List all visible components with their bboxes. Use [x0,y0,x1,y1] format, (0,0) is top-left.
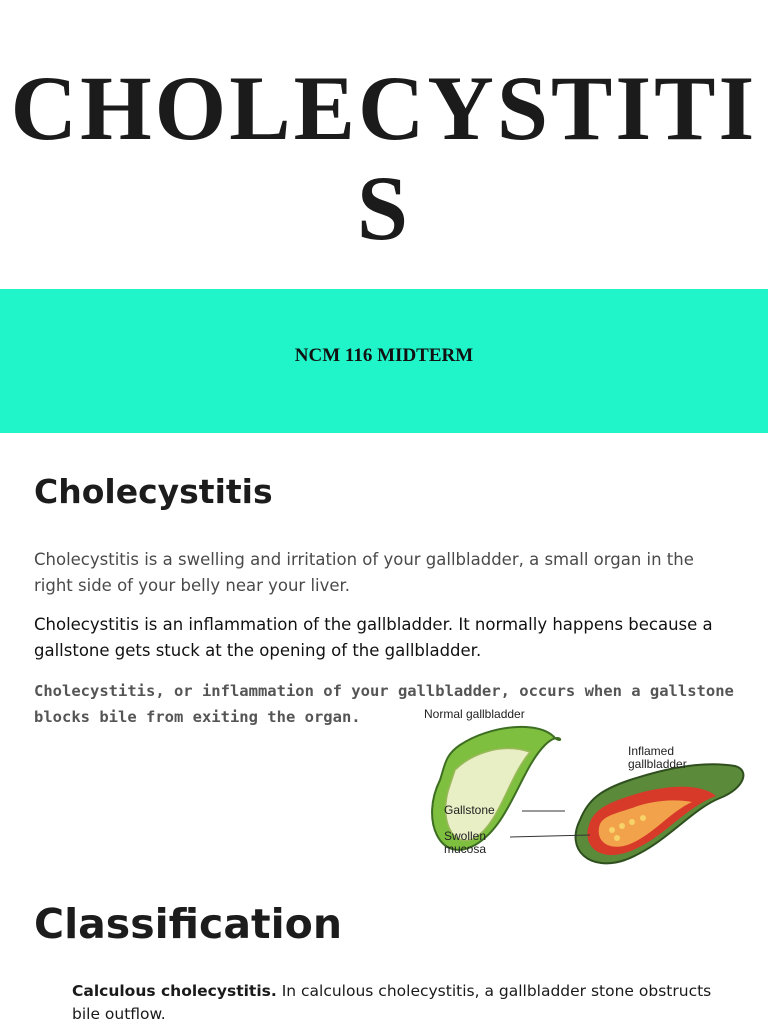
title-line-2: S [356,157,412,259]
section-heading-classification: Classification [34,900,343,948]
label-swollen: Swollen [444,829,487,843]
label-inflamed-1: Inflamed [628,744,675,758]
paragraph-definition-2: Cholecystitis is an inflammation of the gallbladder. It normally happens because a gallstone gets stuck at the opening of the gallbladder. [34,615,713,660]
gallbladder-diagram [400,700,768,870]
classification-calculous [72,980,732,1026]
gallstone-1 [609,827,615,833]
label-gallstone: Gallstone [444,803,495,817]
paragraph-definition-1: Cholecystitis is a swelling and irritation of your gallbladder, a small organ in the right side of your belly near your liver. [34,550,694,595]
gallstone-4 [614,835,620,841]
gallbladder-illustration [400,700,768,870]
label-inflamed-2: gallbladder [628,757,687,771]
calculous-description: In calculous cholecystitis, a gallbladder stone obstructs bile outflow. [72,982,712,1023]
label-normal-gallbladder: Normal gallbladder [424,707,525,721]
gallstone-2 [619,823,625,829]
label-mucosa: mucosa [444,842,487,856]
title-line-1: CHOLECYSTITI [10,57,758,159]
subtitle: NCM 116 MIDTERM [294,345,474,366]
gallstone-5 [640,815,646,821]
paragraph-definition-3: Cholecystitis, or inflammation of your gallbladder, occurs when a gallstone blocks bile from exiting the organ. [34,682,734,726]
subtitle-band [0,289,768,433]
calculous-term: Calculous cholecystitis. [72,982,277,1000]
document-title [0,58,768,258]
gallstone-3 [629,819,635,825]
section-heading-cholecystitis: Cholecystitis [34,472,273,511]
